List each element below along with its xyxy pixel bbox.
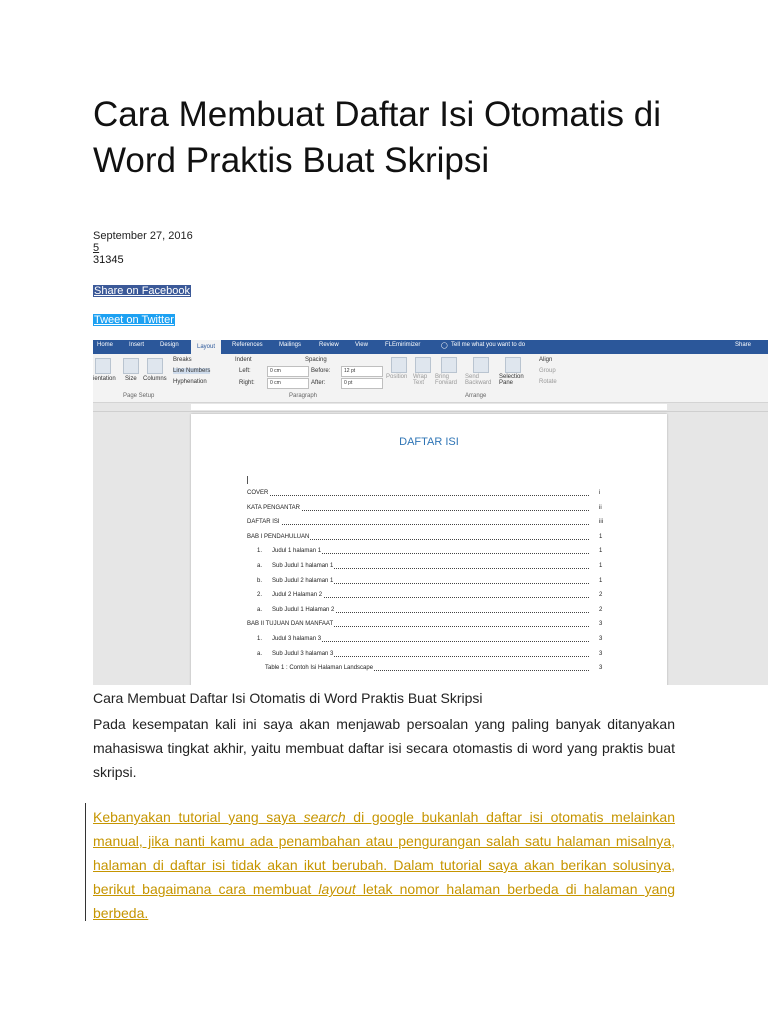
toc-entry-label: b. Sub Judul 2 halaman 1 [257, 577, 334, 584]
toc-entry-label: 1. Judul 1 halaman 1 [257, 548, 322, 555]
toc-row [247, 532, 609, 542]
send-backward-label: Send Backward [465, 374, 492, 386]
columns-icon [147, 358, 163, 374]
toc-row [247, 488, 609, 498]
indent-left-field: 0 cm [267, 366, 309, 377]
breaks-label: Breaks [173, 357, 192, 363]
toc-entry-label: a. Sub Judul 1 halaman 1 [257, 563, 334, 569]
toc-row [265, 663, 609, 673]
share-label: Share [735, 342, 752, 348]
spacing-after-field: 0 pt [341, 378, 383, 389]
toc-leader-dots [247, 485, 589, 496]
toc-entry-page: i [599, 490, 601, 496]
tab-review: Review [319, 342, 339, 348]
quote-emphasis-search: search [303, 809, 346, 825]
toc-entry-label: BAB I PENDAHULUAN [247, 533, 310, 540]
quote-emphasis-layout: layout [318, 881, 356, 897]
line-numbers-label: Line Numbers [173, 368, 211, 374]
toc-row [257, 605, 609, 615]
spacing-before-label: Before: [311, 368, 331, 374]
bring-forward-icon [441, 357, 457, 373]
size-icon [123, 358, 139, 374]
toc-entry-label: BAB II TUJUAN DAN MANFAAT [247, 621, 334, 628]
toc-entry-label: COVER [247, 490, 269, 496]
toc-heading: DAFTAR ISI [399, 436, 459, 448]
toc-row [257, 561, 609, 571]
position-icon [391, 357, 407, 373]
toc-entry-page: ii [599, 504, 602, 511]
indent-label: Indent [235, 357, 252, 363]
word-screenshot-image [93, 340, 768, 685]
group-label: Group [539, 368, 556, 374]
position-label: Position [386, 374, 408, 380]
spacing-label: Spacing [305, 357, 327, 363]
post-date: September 27, 2016 [93, 230, 193, 242]
highlighted-paragraph-link[interactable] [93, 805, 675, 925]
text-cursor [247, 476, 248, 484]
indent-right-field: 0 cm [267, 378, 309, 389]
toc-row [257, 649, 609, 659]
toc-row [257, 576, 609, 586]
toc-entry-page: 2 [599, 592, 603, 599]
indent-left-label: Left: [239, 368, 251, 374]
toc-entry-label: Table 1 : Contoh Isi Halaman Landscape [265, 665, 374, 672]
hyphenation-label: Hyphenation [173, 379, 207, 385]
comment-count-link[interactable]: 5 [93, 242, 100, 254]
ribbon-tab-bar [93, 340, 768, 354]
toc-row [247, 517, 609, 527]
share-twitter-link[interactable]: Tweet on Twitter [94, 314, 174, 326]
quote-border [85, 803, 86, 921]
selection-pane-label: Selection Pane [499, 374, 524, 386]
tell-me-box: Tell me what you want to do [451, 342, 526, 348]
orientation-icon [95, 358, 111, 374]
toc-entry-page: 2 [599, 606, 603, 613]
toc-entry-label: a. Sub Judul 3 halaman 3 [257, 650, 334, 657]
quote-text-1: Kebanyakan tutorial yang saya [93, 809, 304, 825]
toc-entry-page: 1 [599, 563, 603, 569]
toc-entry-label: DAFTAR ISI [247, 519, 280, 526]
toc-row [257, 634, 609, 644]
size-label: Size [125, 376, 137, 382]
tab-design: Design [160, 342, 179, 348]
toc-entry-page: iii [599, 519, 603, 526]
toc-entry-label: KATA PENGANTAR [247, 504, 301, 511]
tab-insert: Insert [129, 342, 145, 348]
toc-row [247, 503, 609, 513]
bring-forward-label: Bring Forward [435, 374, 458, 386]
paragraph-group-label: Paragraph [289, 393, 318, 399]
toc-entry-page: 1 [599, 533, 603, 540]
tab-layout: Layout [191, 340, 221, 354]
quote-text-3: letak nomor halaman berbeda di halaman yang berbeda. [93, 881, 675, 921]
arrange-group-label: Arrange [465, 393, 487, 399]
toc-entry-page: 1 [599, 577, 603, 584]
horizontal-ruler [93, 403, 768, 412]
ruler-page-area [191, 404, 667, 410]
toc-row [247, 619, 609, 629]
wrap-text-icon [415, 357, 431, 373]
article-title: Cara Membuat Daftar Isi Otomatis di Word Praktis Buat Skripsi [93, 95, 661, 180]
tab-view: View [355, 342, 368, 348]
toc-entry-page: 1 [599, 548, 603, 555]
tab-home: Home [97, 342, 114, 348]
toc-entry-page: 3 [599, 650, 603, 657]
document-page [191, 414, 667, 685]
toc-leader-dots [247, 514, 589, 525]
lightbulb-icon: ◯ [441, 343, 448, 349]
intro-paragraph: Pada kesempatan kali ini saya akan menjawab persoalan yang paling banyak ditanyakan mahasiswa tingkat akhir, yaitu membuat daftar isi secara otomastis di word yang praktis buat skripsi. [93, 716, 675, 780]
quote-text-2: di google bukanlah daftar isi otomatis melainkan manual, jika nanti kamu ada penambahan atau pengurangan salah satu halaman misalnya, halaman di daftar isi tidak akan ikut berubah. Dalam tutorial saya akan berikan solusinya, berikut bagaimana cara membuat [93, 809, 675, 897]
toc-row [257, 546, 609, 556]
toc-entry-page: 3 [599, 621, 603, 628]
ribbon-body [93, 354, 768, 403]
toc-entry-label: a. Sub Judul 1 Halaman 2 [257, 606, 335, 613]
page-setup-group-label: Page Setup [123, 393, 155, 399]
rotate-label: Rotate [539, 379, 557, 385]
indent-right-label: Right: [239, 380, 255, 386]
orientation-label: ientation [93, 376, 116, 382]
send-backward-icon [473, 357, 489, 373]
columns-label: Columns [143, 376, 167, 382]
toc-row [257, 590, 609, 600]
toc-entry-page: 3 [599, 636, 603, 642]
tab-flemirimizer: FLEmirimizer [385, 342, 421, 348]
view-count: 31345 [93, 254, 124, 266]
spacing-after-label: After: [311, 380, 326, 386]
toc-entry-label: 1. Judul 3 halaman 3 [257, 636, 322, 642]
wrap-text-label: Wrap Text [413, 374, 428, 386]
spacing-before-field: 12 pt [341, 366, 383, 377]
share-facebook-link[interactable]: Share on Facebook [94, 285, 191, 297]
align-label: Align [539, 357, 553, 363]
toc-entry-page: 3 [599, 665, 603, 672]
selection-pane-icon [505, 357, 521, 373]
image-caption: Cara Membuat Daftar Isi Otomatis di Word Praktis Buat Skripsi [93, 690, 483, 706]
toc-entry-label: 2. Judul 2 Halaman 2 [257, 592, 323, 599]
tab-references: References [232, 342, 263, 348]
tab-mailings: Mailings [279, 342, 302, 348]
